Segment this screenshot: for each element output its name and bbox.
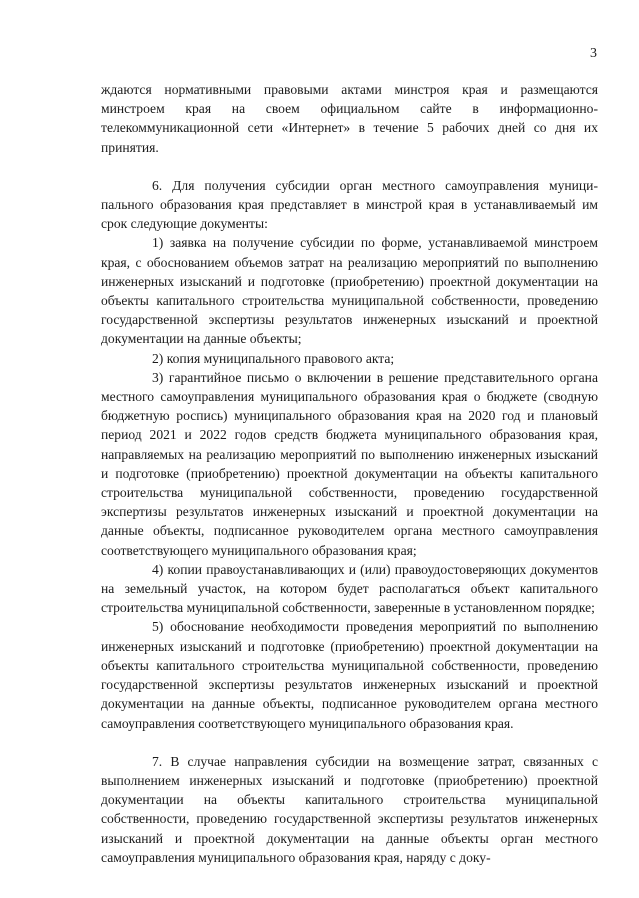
list-item-1: 1) заявка на получение субсидии по форме, устанавливаемой минстроем края, с обоснованием объемов затрат на реализацию мероприятий по выполнению инженерных изысканий и подготовке (приобретению) проектной документации на объекты капитального строительства муниципальной собственности, проведению государственной экспертизы результатов инженерных изысканий и проектной документации на данные объекты; (101, 235, 598, 347)
paragraph-continuation: ждаются нормативными правовыми актами минстроя края и размещаются минстроем края на своем официальном сайте в информационно-телекоммуникационной сети «Интернет» в течение 5 рабочих дней со дня их принятия. (101, 82, 598, 155)
list-item-4: 4) копии правоустанавливающих и (или) правоудостоверяющих документов на земельный участок, на котором будет располагаться объект капитального строительства муниципальной собственности, заверенные в установленном порядке; (101, 561, 598, 616)
document-body (101, 80, 598, 867)
paragraph-section-6: 6. Для получения субсидии орган местного самоуправления муниципального образования края представляет в минстрой края в устанавливаемый им срок следующие документы: (101, 177, 598, 232)
page-number: 3 (590, 46, 597, 61)
list-item-5: 5) обоснование необходимости проведения мероприятий по выполнению инженерных изысканий и подготовке (приобретению) проектной документации на объекты капитального строительства муниципальной собственности, проведению государственной экспертизы результатов инженерных изысканий и проектной документации на данные объекты, подписанное руководителем органа местного самоуправления соответствующего муниципального образования края. (101, 619, 598, 731)
list-item-3: 3) гарантийное письмо о включении в решение представительного органа местного самоуправления муниципального образования края о бюджете (сводную бюджетную роспись) муниципального образования края на 2020 год и плановый период 2021 и 2022 годов средств бюджета муниципального образования края, направляемых на реализацию мероприятий по выполнению инженерных изысканий и подготовке (приобретению) проектной документации на объекты капитального строительства муниципальной собственности, проведению государственной экспертизы результатов инженерных изысканий и проектной документации на данные объекты, подписанное руководителем органа местного самоуправления соответствующего муниципального образования края; (101, 369, 598, 558)
paragraph-section-7: 7. В случае направления субсидии на возмещение затрат, связанных с выполнением инженерных изысканий и подготовке (приобретению) проектной документации на объекты капитального строительства муниципальной собственности, проведению государственной экспертизы результатов инженерных изысканий и проектной документации на данные объекты орган местного самоуправления муниципального образования края, наряду с доку- (101, 753, 598, 865)
list-item-2: 2) копия муниципального правового акта; (152, 350, 395, 366)
